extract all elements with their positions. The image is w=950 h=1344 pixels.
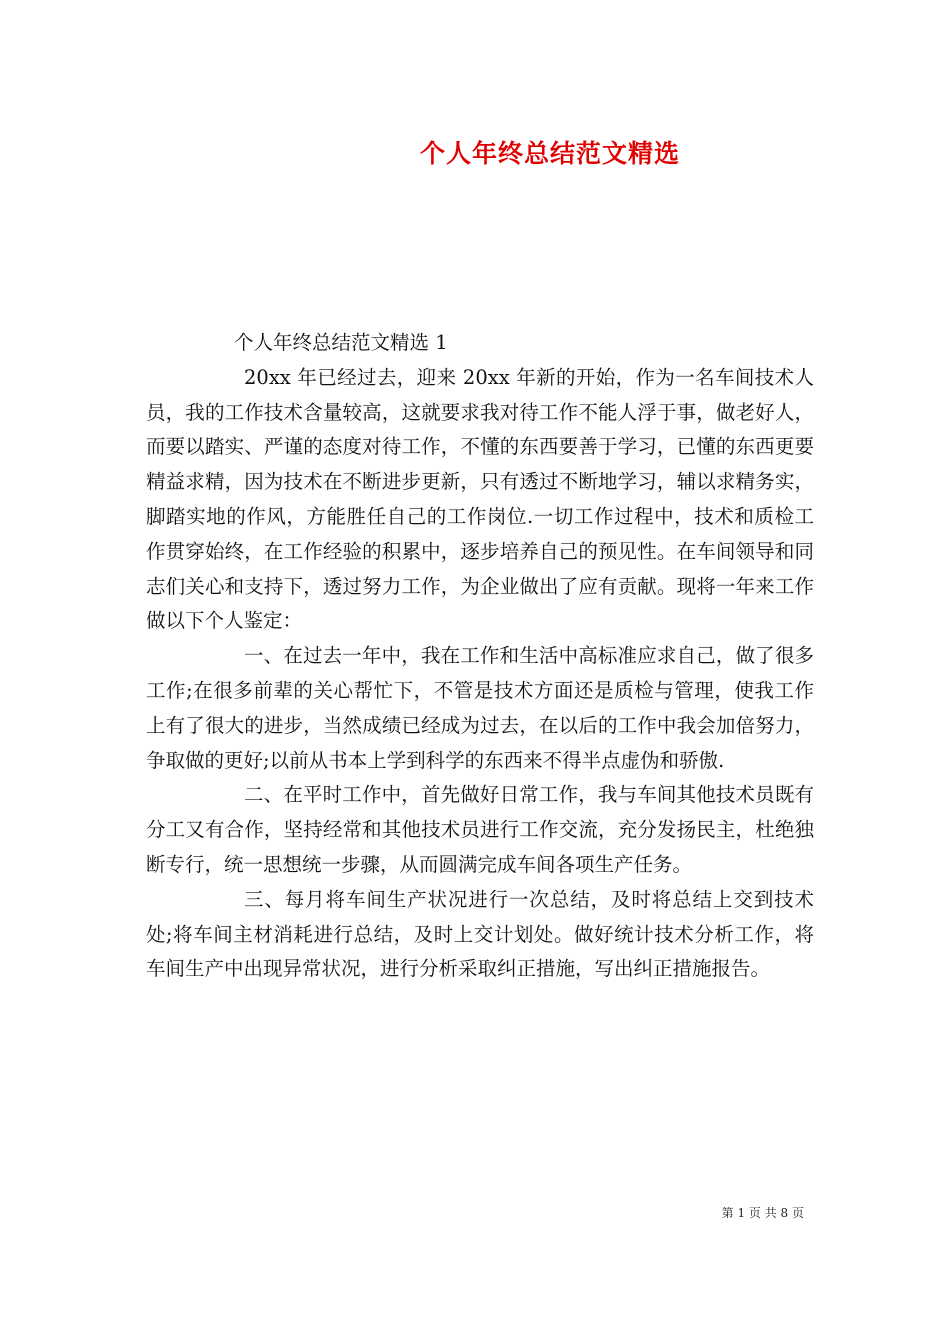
paragraph-point-3: 三、每月将车间生产状况进行一次总结，及时将总结上交到技术处;将车间主材消耗进行总结，及时上交计划处。做好统计技术分析工作，将车间生产中出现异常状况，进行分析采取纠正措施，写出纠正措施报告。 [146, 887, 814, 981]
paragraph-point-1: 一、在过去一年中，我在工作和生活中高标准应求自己，做了很多工作;在很多前辈的关心帮忙下，不管是技术方面还是质检与管理，使我工作上有了很大的进步，当然成绩已经成为过去，在以后的工作中我会加倍努力，争取做的更好;以前从书本上学到科学的东西来不得半点虚伪和骄傲. [146, 644, 814, 772]
section-heading: 个人年终总结范文精选 1 [234, 331, 448, 354]
paragraph-point-2: 二、在平时工作中，首先做好日常工作，我与车间其他技术员既有分工又有合作，坚持经常和其他技术员进行工作交流，充分发扬民主，杜绝独断专行，统一思想统一步骤，从而圆满完成车间各项生产任务。 [146, 783, 814, 876]
paragraph-intro: 20xx 年已经过去，迎来 20xx 年新的开始，作为一名车间技术人员，我的工作技术含量较高，这就要求我对待工作不能人浮于事，做老好人，而要以踏实、严谨的态度对待工作，不懂的东西要善于学习，已懂的东西更要精益求精，因为技术在不断进步更新，只有透过不断地学习，辅以求精务实，脚踏实地的作风，方能胜任自己的工作岗位.一切工作过程中，技术和质检工作贯穿始终，在工作经验的积累中，逐步培养自己的预见性。在车间领导和同志们关心和支持下，透过努力工作，为企业做出了应有贡献。现将一年来工作做以下个人鉴定： [146, 365, 814, 633]
page-footer: 第 1 页 共 8 页 [721, 1206, 804, 1220]
document-body [146, 326, 814, 987]
page-title: 个人年终总结范文精选 [419, 139, 680, 168]
